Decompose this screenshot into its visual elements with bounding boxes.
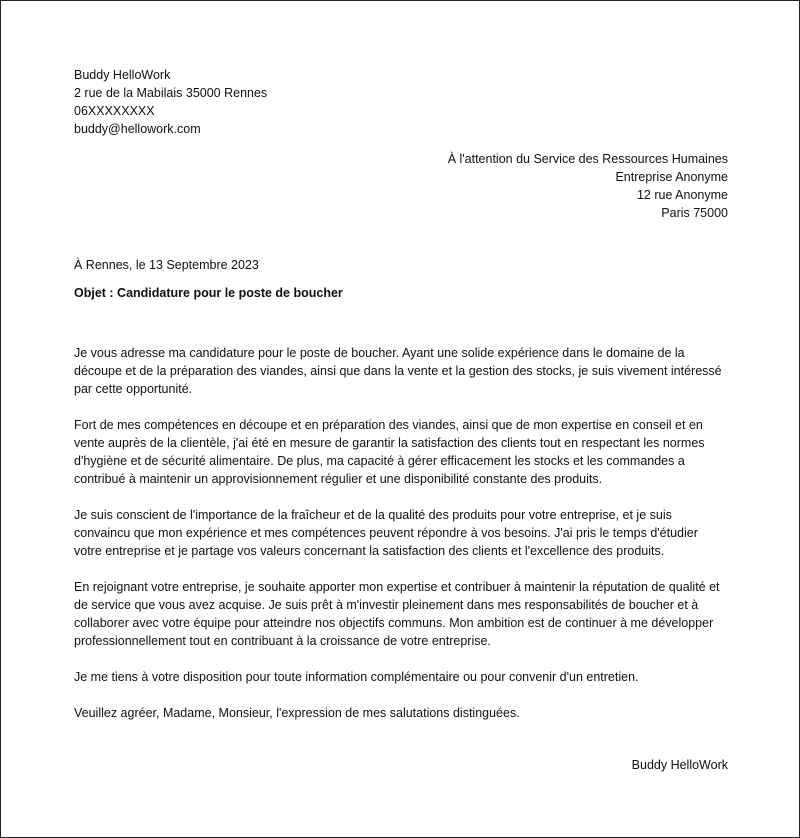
signature: Buddy HelloWork [631, 758, 728, 772]
sender-email: buddy@hellowork.com [74, 122, 201, 136]
body-paragraph: Je suis conscient de l'importance de la fraîcheur et de la qualité des produits pour votre entreprise, et je suis convaincu que mon expérience et mes compétences peuvent répondre à vos besoins. J'ai pris le temps d'étudier votre entreprise et je partage vos valeurs concernant la satisfaction des clients et l'excellence des produits. [74, 508, 698, 558]
sender-address: 2 rue de la Mabilais 35000 Rennes [74, 86, 268, 100]
body-paragraph: Je me tiens à votre disposition pour toute information complémentaire ou pour convenir d'un entretien. [74, 670, 639, 684]
body-paragraph: En rejoignant votre entreprise, je souhaite apporter mon expertise et contribuer à maintenir la réputation de qualité et de service que vous avez acquise. Je suis prêt à m'investir pleinement dans mes responsabilités de boucher et à collaborer avec votre équipe pour atteindre nos objectifs communs. Mon ambition est de continuer à me développer professionnellement tout en contribuant à la croissance de votre entreprise. [74, 580, 720, 648]
body-paragraph: Je vous adresse ma candidature pour le poste de boucher. Ayant une solide expérience dans le domaine de la découpe et de la préparation des viandes, ainsi que dans la vente et la gestion des stocks, je suis vivement intéressé par cette opportunité. [74, 346, 722, 396]
closing-paragraph: Veuillez agréer, Madame, Monsieur, l'expression de mes salutations distinguées. [74, 706, 520, 720]
subject-line: Objet : Candidature pour le poste de boucher [74, 286, 343, 300]
recipient-attention: À l'attention du Service des Ressources Humaines [447, 152, 728, 166]
date-line: À Rennes, le 13 Septembre 2023 [74, 258, 259, 272]
letter-body [74, 344, 728, 722]
body-paragraph: Fort de mes compétences en découpe et en préparation des viandes, ainsi que de mon expertise en conseil et en vente auprès de la clientèle, j'ai été en mesure de garantir la satisfaction des clients tout en respectant les normes d'hygiène et de sécurité alimentaire. De plus, ma capacité à gérer efficacement les stocks et les commandes a contribué à maintenir un approvisionnement régulier et une disponibilité constante des produits. [74, 418, 705, 486]
cover-letter [74, 66, 728, 774]
recipient-street: 12 rue Anonyme [636, 188, 728, 202]
sender-name: Buddy HelloWork [74, 68, 171, 82]
recipient-company: Entreprise Anonyme [615, 170, 728, 184]
sender-phone: 06XXXXXXXX [74, 104, 155, 118]
sender-block [74, 66, 728, 138]
recipient-block [74, 150, 728, 222]
recipient-city: Paris 75000 [661, 206, 728, 220]
